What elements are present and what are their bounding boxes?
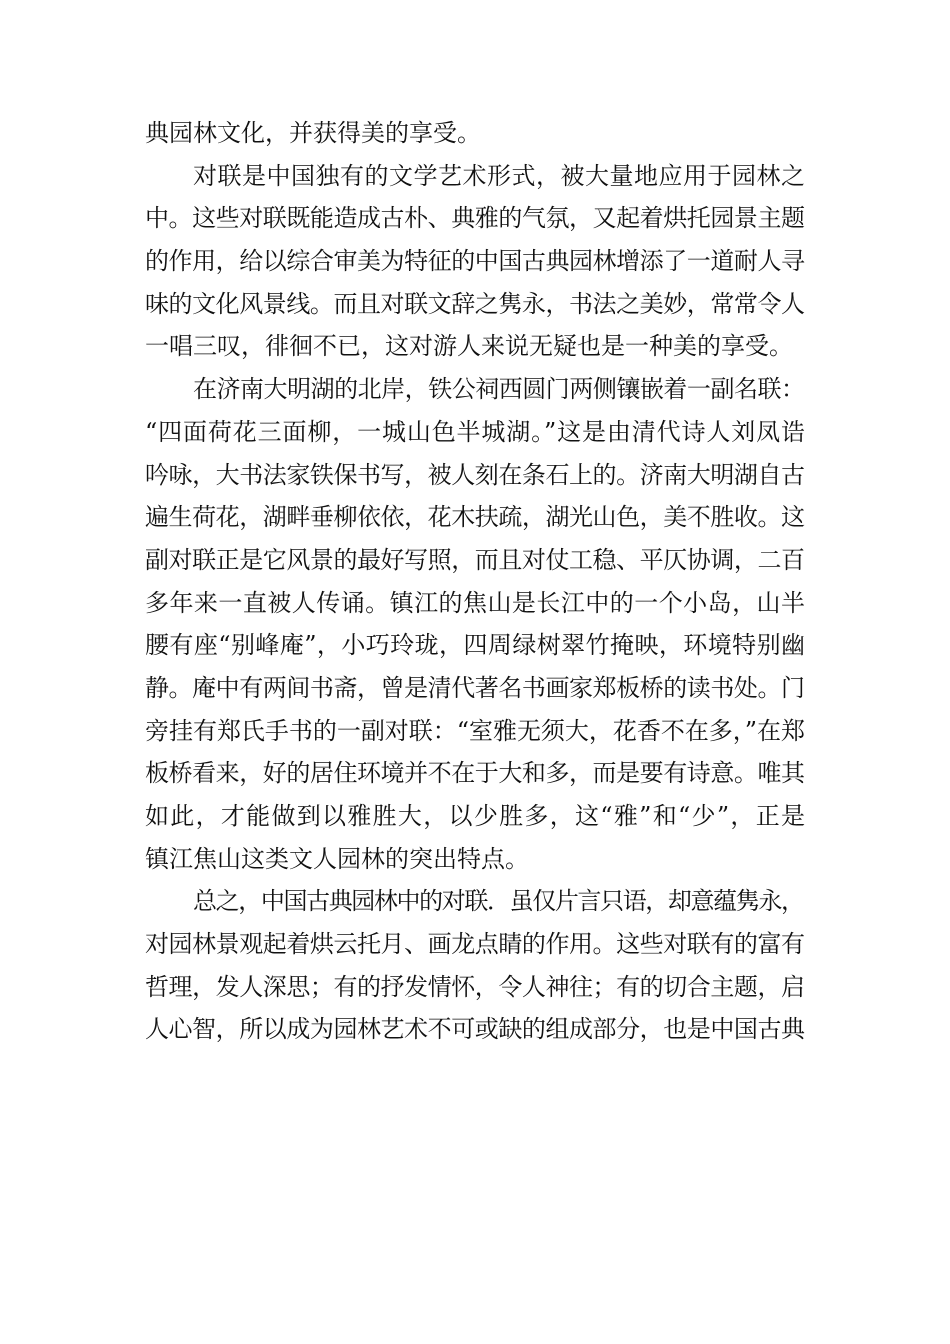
document-body xyxy=(145,112,805,1051)
text-line: 如此，才能做到以雅胜大，以少胜多，这“雅”和“少”，正是 xyxy=(145,802,807,830)
text-line: 一唱三叹，徘徊不已，这对游人来说无疑也是一种美的享受。 xyxy=(145,332,793,361)
text-line: 人心智，所以成为园林艺术不可或缺的组成部分，也是中国古典 xyxy=(145,1015,805,1044)
text-line: 多年来一直被人传诵。镇江的焦山是长江中的一个小岛，山半 xyxy=(145,588,806,617)
text-line: 对园林景观起着烘云托月、画龙点睛的作用。这些对联有的富有 xyxy=(145,930,805,959)
text-line: 腰有座“别峰庵”，小巧玲珑，四周绿树翠竹掩映，环境特别幽 xyxy=(145,631,806,660)
text-line: 味的文化风景线。而且对联文辞之隽永，书法之美妙，常常令人 xyxy=(145,289,805,318)
text-line: 旁挂有郑氏手书的一副对联：“室雅无须大，花香不在多，”在郑 xyxy=(145,716,805,745)
text-line: 中。这些对联既能造成古朴、典雅的气氛，又起着烘托园景主题 xyxy=(145,204,805,233)
text-line: 典园林文化，并获得美的享受。 xyxy=(145,119,481,147)
text-line: 镇江焦山这类文人园林的突出特点。 xyxy=(145,844,529,873)
text-line: 的作用，给以综合审美为特征的中国古典园林增添了一道耐人寻 xyxy=(145,247,805,276)
text-line: 静。庵中有两间书斋，曾是清代著名书画家郑板桥的读书处。门 xyxy=(145,673,805,702)
text-line: 吟咏，大书法家铁保书写，被人刻在条石上的。济南大明湖自古 xyxy=(145,460,805,489)
text-line: 遍生荷花，湖畔垂柳依依，花木扶疏，湖光山色，美不胜收。这 xyxy=(145,503,805,532)
text-line: 在济南大明湖的北岸，铁公祠西圆门两侧镶嵌着一副名联： xyxy=(193,375,805,404)
text-line: 对联是中国独有的文学艺术形式，被大量地应用于园林之 xyxy=(193,161,806,190)
text-line: “四面荷花三面柳，一城山色半城湖。”这是由清代诗人刘凤诰 xyxy=(145,417,806,446)
text-line: 副对联正是它风景的最好写照，而且对仗工稳、平仄协调，二百 xyxy=(145,545,805,574)
text-line: 哲理，发人深思；有的抒发情怀，令人神往；有的切合主题，启 xyxy=(145,972,805,1001)
text-line: 板桥看来，好的居住环境并不在于大和多，而是要有诗意。唯其 xyxy=(145,759,805,788)
text-line: 总之，中国古典园林中的对联．虽仅片言只语，却意蕴隽永， xyxy=(193,887,804,916)
